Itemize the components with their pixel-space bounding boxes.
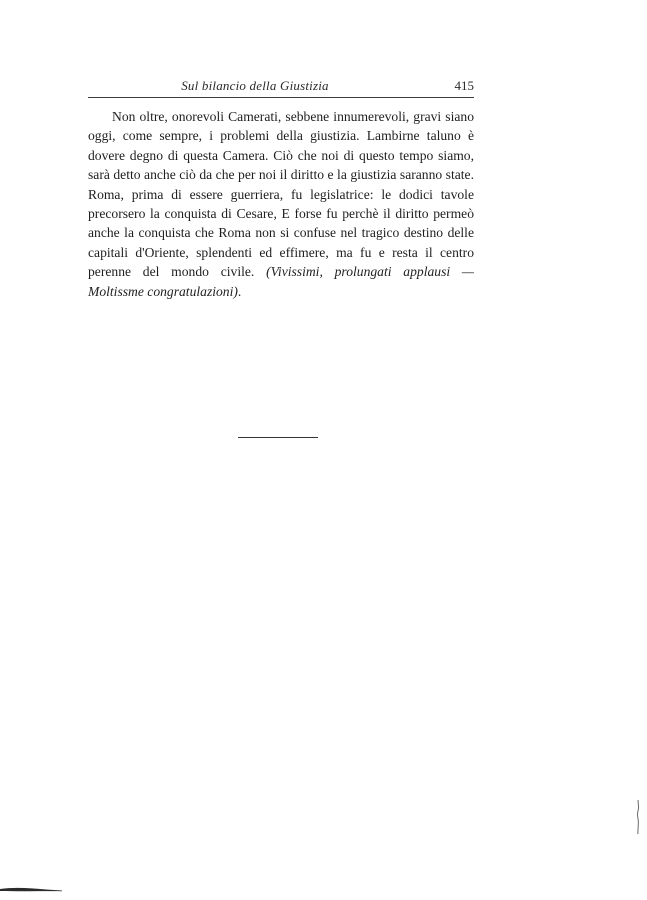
body-paragraph <box>88 107 474 301</box>
scan-edge-mark <box>636 800 640 834</box>
applause-note: (Vivissimi, prolungati applausi — Moltissme congratulazioni) <box>88 264 474 299</box>
closing-punctuation: . <box>237 283 242 299</box>
end-rule <box>238 437 318 438</box>
page-number: 415 <box>454 78 474 93</box>
body-text <box>88 107 474 301</box>
running-title: Sul bilancio della Giustizia <box>181 78 329 93</box>
running-head <box>88 78 474 98</box>
scan-smudge-mark <box>0 886 62 892</box>
paragraph-text: Non oltre, onorevoli Camerati, sebbene innumerevoli, gravi siano oggi, come sempre, i problemi della giustizia. Lambirne taluno è dovere degno di questa Camera. Ciò che noi di questo tempo siamo, sarà detto anche ciò da che per noi il diritto e la giustizia saranno state. Roma, prima di essere guerriera, fu legislatrice: le dodici tavole precorsero la conquista di Cesare, E forse fu perchè il diritto permeò anche la conquista che Roma non si confuse nel tragico destino delle capitali d'Oriente, splendenti ed effimere, ma fu e resta il centro perenne del mondo civile. <box>88 109 474 280</box>
header-rule <box>88 97 474 98</box>
